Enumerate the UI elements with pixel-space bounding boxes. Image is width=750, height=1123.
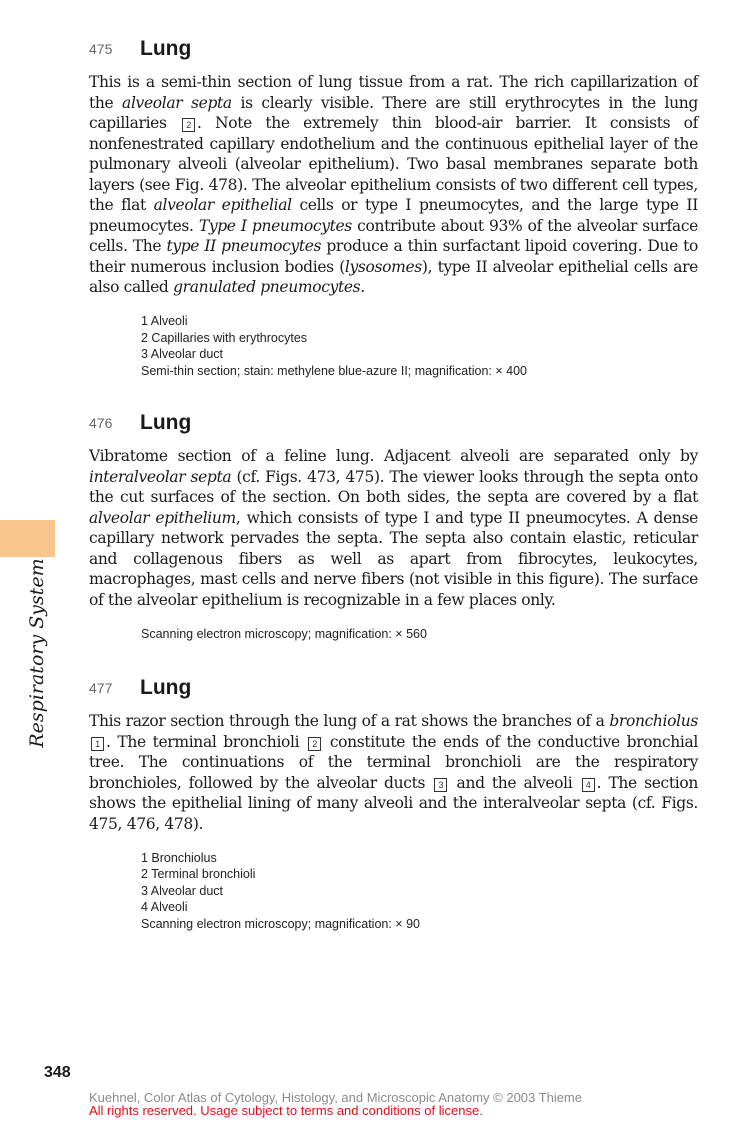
figure-title: Lung xyxy=(140,37,192,60)
legend-item: 1 Bronchiolus xyxy=(141,850,217,865)
text-run: . The section shows the epithelial lining of many alveoli and the interalveolar septa (cf. Figs. 475, 476, 478). xyxy=(89,773,698,833)
figure-heading xyxy=(89,37,698,64)
figure-number: 475 xyxy=(89,41,113,57)
figure-description xyxy=(89,711,698,834)
emphasized-term: type II pneumocytes xyxy=(166,237,322,255)
chapter-side-label: Respiratory System xyxy=(26,558,48,748)
legend-item: 2 Capillaries with erythrocytes xyxy=(141,330,308,345)
figure-marker-box: 2 xyxy=(182,118,195,132)
text-run: This is a semi-thin section of lung tissue from a rat. The rich capillarization of the xyxy=(89,73,698,112)
technique-note: Scanning electron microscopy; magnification: × 560 xyxy=(141,626,427,641)
technique-note: Semi-thin section; stain: methylene blue-azure II; magnification: × 400 xyxy=(141,363,527,378)
page-number: 348 xyxy=(44,1064,71,1081)
footer-source: Kuehnel, Color Atlas of Cytology, Histology, and Microscopic Anatomy © 2003 Thieme xyxy=(89,1090,582,1105)
figure-marker-box: 3 xyxy=(434,778,447,792)
figure-title: Lung xyxy=(140,676,192,699)
text-run: (cf. Figs. 473, 475). The viewer looks through the septa onto the cut surfaces of the section. On both sides, the septa are covered by a flat xyxy=(89,467,698,506)
figure-section-476 xyxy=(89,411,698,642)
text-run: is clearly visible. There are still erythrocytes in the lung capillaries xyxy=(89,93,698,132)
legend-item: 3 Alveolar duct xyxy=(141,883,223,898)
text-run: produce a thin surfactant lipoid covering. Due to their numerous inclusion bodies ( xyxy=(89,237,699,276)
chapter-tab-marker xyxy=(0,520,55,557)
emphasized-term: alveolar epithelium xyxy=(89,508,236,527)
technique-note: Scanning electron microscopy; magnification: × 90 xyxy=(141,916,420,931)
emphasized-term: interalveolar septa xyxy=(89,467,232,486)
text-run: cells or type I pneumocytes, and the large type II pneumocytes. xyxy=(89,196,698,235)
figure-title: Lung xyxy=(140,411,192,434)
text-run: Vibratome section of a feline lung. Adjacent alveoli are separated only by xyxy=(89,447,698,465)
figure-section-475 xyxy=(89,37,698,379)
text-run: , which consists of type I and type II pneumocytes. A dense capillary network pervades the septa. The septa also contain elastic, reticular and collagenous fibers as well as apart from fibrocytes, leukocytes, macrophages, mast cells and nerve fibers (not visible in this figure). The surface of the alveolar epithelium is recognizable in a few places only. xyxy=(89,508,698,609)
text-run: and the alveoli xyxy=(449,773,580,792)
figure-number: 476 xyxy=(89,415,113,431)
text-run: contribute about 93% of the alveolar surface cells. The xyxy=(89,216,698,255)
figure-legend xyxy=(141,626,698,643)
emphasized-term: alveolar epithelial xyxy=(153,196,292,214)
figure-legend xyxy=(141,850,698,933)
text-run: . The terminal bronchioli xyxy=(106,732,307,751)
legend-item: 1 Alveoli xyxy=(141,314,188,328)
figure-heading xyxy=(89,411,698,438)
figure-legend xyxy=(141,313,698,379)
text-run: This razor section through the lung of a rat shows the branches of a xyxy=(89,712,610,730)
text-run: ), type II alveolar epithelial cells are also called xyxy=(89,257,698,296)
figure-marker-box: 1 xyxy=(91,737,104,751)
emphasized-term: lysosomes xyxy=(344,257,422,276)
emphasized-term: granulated pneumocytes. xyxy=(173,278,365,296)
copyright-footer xyxy=(89,1091,582,1117)
legend-item: 2 Terminal bronchioli xyxy=(141,867,256,881)
figure-heading xyxy=(89,676,698,703)
figure-number: 477 xyxy=(89,680,113,696)
footer-license: All rights reserved. Usage subject to terms and conditions of license. xyxy=(89,1103,483,1118)
text-run: constitute the ends of the conductive bronchial tree. The continuations of the terminal bronchioli are the respiratory bronchioles, followed by the alveolar ducts xyxy=(89,732,698,792)
figure-description xyxy=(89,446,698,610)
emphasized-term: Type I pneumocytes xyxy=(198,216,352,235)
emphasized-term: bronchiolus xyxy=(609,712,698,730)
legend-item: 4 Alveoli xyxy=(141,900,188,914)
emphasized-term: alveolar septa xyxy=(122,93,232,112)
figure-marker-box: 4 xyxy=(582,778,595,792)
figure-description xyxy=(89,72,698,298)
text-run: . Note the extremely thin blood-air barrier. It consists of nonfenestrated capillary endothelium and the continuous epithelial layer of the pulmonary alveoli (alveolar epithelium). Two basal membranes separate both layers (see Fig. 478). The alveolar epithelium consists of two different cell types, the flat xyxy=(89,114,698,214)
figure-section-477 xyxy=(89,676,698,932)
figure-marker-box: 2 xyxy=(308,737,321,751)
legend-item: 3 Alveolar duct xyxy=(141,347,223,361)
